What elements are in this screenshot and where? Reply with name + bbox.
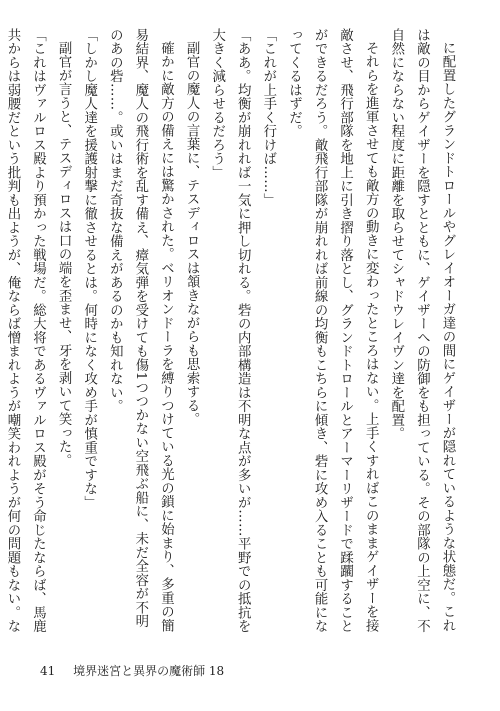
paragraph-1: に配置したグランドトロールやグレイオーガ達の間にゲイザーが隠れているような状態だ。これは敵の目からゲイザーを隠すとともに、ゲイザーへの防御をも担っている。その部隊の上空に、不自然にならない程度に距離を取らせてシャドウレイヴン達を配置。 — [388, 28, 455, 633]
book-title: 境界迷宮と異界の魔術師 18 — [73, 664, 225, 678]
dialogue-4: 「これはヴァルロス殿より預かった戦場だ。総大将であるヴァルロス殿がそう命じたならば、馬鹿共からは弱腰だという批判も出ようが、俺ならば憎まれようが嘲笑われようが何の問題もない。な — [4, 28, 46, 633]
paragraph-3: 副官の魔人の言葉に、テスディロスは頷きながらも思索する。 — [184, 41, 200, 427]
dialogue-3: 「しかし魔人達を援護射撃に徹させるとは。何時になく攻め手が慎重ですな」 — [81, 28, 97, 510]
dialogue-1: 「これが上手く行けば……」 — [260, 28, 276, 207]
page-number: 41 — [40, 664, 56, 678]
vertical-text-body — [4, 28, 460, 638]
page-footer — [40, 662, 224, 679]
dialogue-2: 「ああ。均衡が崩れれば一気に押し切れる。砦の内部構造は不明な点が多いが……平野での抵抗を大きく減らせるだろう」 — [209, 28, 251, 633]
paragraph-4: 確かに敵方の備えには驚かされた。ベリオンドーラを縛りつけている光の鎖に始まり、多重の簡易結界、魔人の飛行術を乱す備え、瘴気弾を受けても傷1つつかない空飛ぶ船に、未だ全容が不明のあの砦……。或いはまだ奇抜な備えがあるのかも知れない。 — [107, 28, 174, 633]
paragraph-2: それらを進軍させても敵方の動きに変わったところはない。上手くすればこのままゲイザーを接敵させ、飛行部隊を地上に引き摺り落とし、グランドトロールとアーマーリザードで蹂躙することができるだろう。敵飛行部隊が崩れれば前線の均衡もこちらに傾き、砦に攻め入ることも可能になってくるはずだ。 — [286, 28, 379, 633]
paragraph-5: 副官が言うと、テスディロスは口の端を歪ませ、牙を剥いて笑った。 — [56, 41, 72, 468]
